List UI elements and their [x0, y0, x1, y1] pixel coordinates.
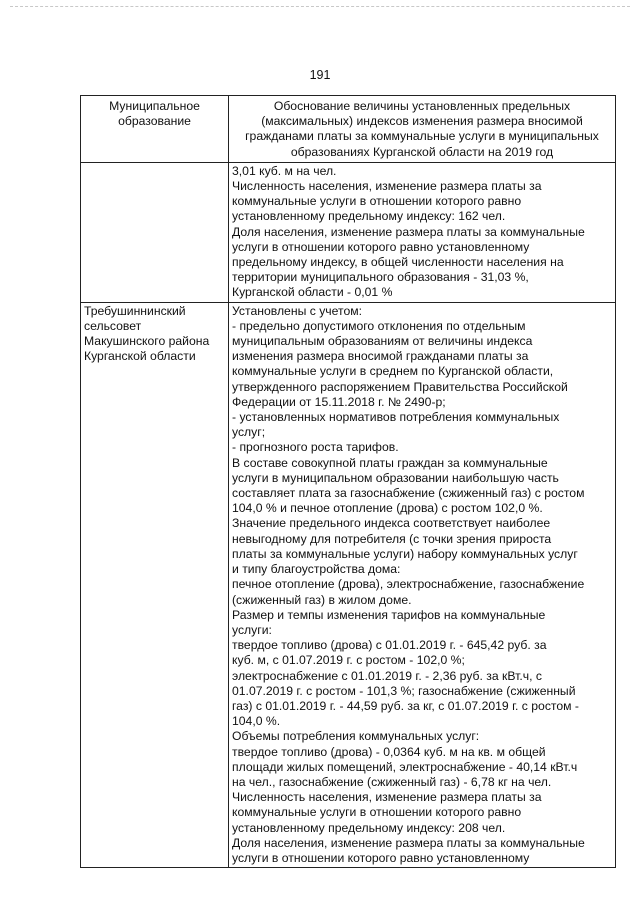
- header-municipality: Муниципальное образование: [81, 96, 229, 163]
- cell-justification: Установлены с учетом: - предельно допустимого отклонения по отдельным муниципальным образованиям от величины индекса изменения размера вносимой гражданами платы за коммунальные услуги в среднем по Курганской области, утвержденного распоряжением Правительства Российской Федерации от 15.11.2018 г. № 2490-р; - установленных нормативов потребления коммунальных услуг; - прогнозного роста тарифов. В составе совокупной платы граждан за коммунальные услуги в муниципальном образовании наибольшую часть составляет плата за газоснабжение (сжиженный газ) с ростом 104,0 % и печное отопление (дрова) с ростом 102,0 %. Значение предельного индекса соответствует наиболее невыгодному для потребителя (с точки зрения прироста платы за коммунальные услуги) набору коммунальных услуг и типу благоустройства дома: печное отопление (дрова), электроснабжение, газоснабжение (сжиженный газ) в жилом доме. Размер и темпы изменения тарифов на коммунальные услуги: твердое топливо (дрова) с 01.01.2019 г. - 645,42 руб. за куб. м, с 01.07.2019 г. с ростом - 102,0 %; электроснабжение с 01.01.2019 г. - 2,36 руб. за кВт.ч, с 01.07.2019 г. с ростом - 101,3 %; газоснабжение (сжиженный газ) с 01.01.2019 г. - 44,59 руб. за кг, с 01.07.2019 г. с ростом - 104,0 %. Объемы потребления коммунальных услуг: твердое топливо (дрова) - 0,0364 куб. м на кв. м общей площади жилых помещений, электроснабжение - 40,14 кВт.ч на чел., газоснабжение (сжиженный газ) - 6,78 кг на чел. Численность населения, изменение размера платы за коммунальные услуги в отношении которого равно установленному предельному индексу: 208 чел. Доля населения, изменение размера платы за коммунальные услуги в отношении которого равно установленному: [229, 302, 616, 868]
- table-row: [81, 302, 616, 868]
- table-header-row: [81, 96, 616, 163]
- scan-artifact-line: [10, 6, 630, 7]
- header-justification: Обоснование величины установленных предельных (максимальных) индексов изменения размера вносимой гражданами платы за коммунальные услуги в муниципальных образованиях Курганской области на 2019 год: [229, 96, 616, 163]
- page-number: 191: [309, 68, 331, 82]
- cell-justification: 3,01 куб. м на чел. Численность населения, изменение размера платы за коммунальные услуги в отношении которого равно установленному предельному индексу: 162 чел. Доля населения, изменение размера платы за коммунальные услуги в отношении которого равно установленному предельному индексу, в общей численности населения на территории муниципального образования - 31,03 %, Курганской области - 0,01 %: [229, 162, 616, 302]
- document-table: [80, 95, 616, 868]
- cell-municipality: Требушиннинский сельсовет Макушинского района Курганской области: [81, 302, 229, 868]
- cell-municipality: [81, 162, 229, 302]
- table-row: [81, 162, 616, 302]
